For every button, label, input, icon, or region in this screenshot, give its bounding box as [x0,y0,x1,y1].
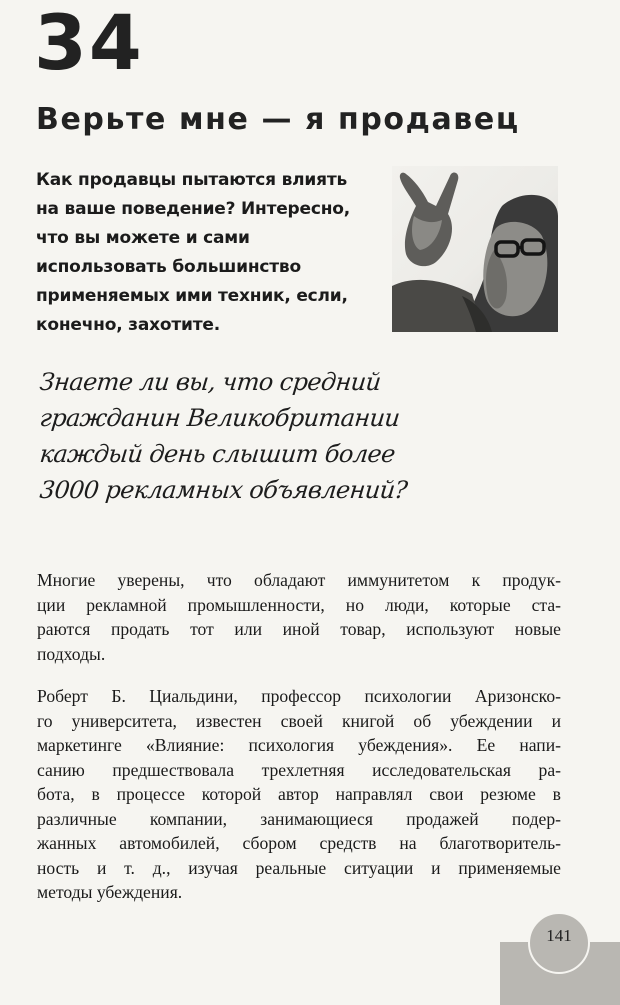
body-line: раются продать тот или иной товар, используют новые [37,619,561,639]
callout-line: гражданин Великобритании [38,404,401,432]
callout-line: 3000 рекламных объявлений? [38,476,409,504]
body-line: ции рекламной промышленности, но люди, которые ста- [37,594,561,615]
page-number: 141 [546,926,572,945]
handwritten-callout [38,364,458,508]
body-line: маркетинге «Влияние: психология убеждения». Ее напи- [37,735,561,755]
body-line: подходы. [37,643,106,664]
body-line: Многие уверены, что обладают иммунитетом к продук- [37,570,561,590]
chapter-title: Верьте мне — я продавец [36,102,520,137]
body-line: санию предшествовала трехлетняя исследовательская ра- [37,759,561,780]
body-paragraph-2 [37,684,561,905]
body-line: бота, в процессе которой автор направлял свои резюме в [37,784,561,804]
body-line: различные компании, занимающиеся продажей подер- [37,808,561,829]
lead-line: конечно, захотите. [36,315,220,335]
body-line: Роберт Б. Циальдини, профессор психологии Аризонско- [37,686,561,706]
body-paragraph-1 [37,568,561,666]
callout-line: каждый день слышит более [38,440,397,468]
lead-line: на ваше поведение? Интересно, [36,199,351,219]
body-line: методы убеждения. [37,882,183,902]
man-with-glasses-pointing-up-photo [392,166,558,332]
chapter-number: 34 [34,0,144,87]
body-line: ность и т. д., изучая реальные ситуации и применяемые [37,857,561,878]
lead-line: что вы можете и сами [36,228,250,248]
body-line: жанных автомобилей, сбором средств на благотворитель- [37,833,561,853]
lead-line: применяемых ими техник, если, [36,286,348,306]
lead-paragraph [36,166,396,340]
lead-line: Как продавцы пытаются влиять [36,170,348,190]
lead-line: использовать большинство [36,257,301,277]
callout-line: Знаете ли вы, что средний [38,368,383,396]
body-line: го университета, известен своей книгой об убеждении и [37,710,561,731]
